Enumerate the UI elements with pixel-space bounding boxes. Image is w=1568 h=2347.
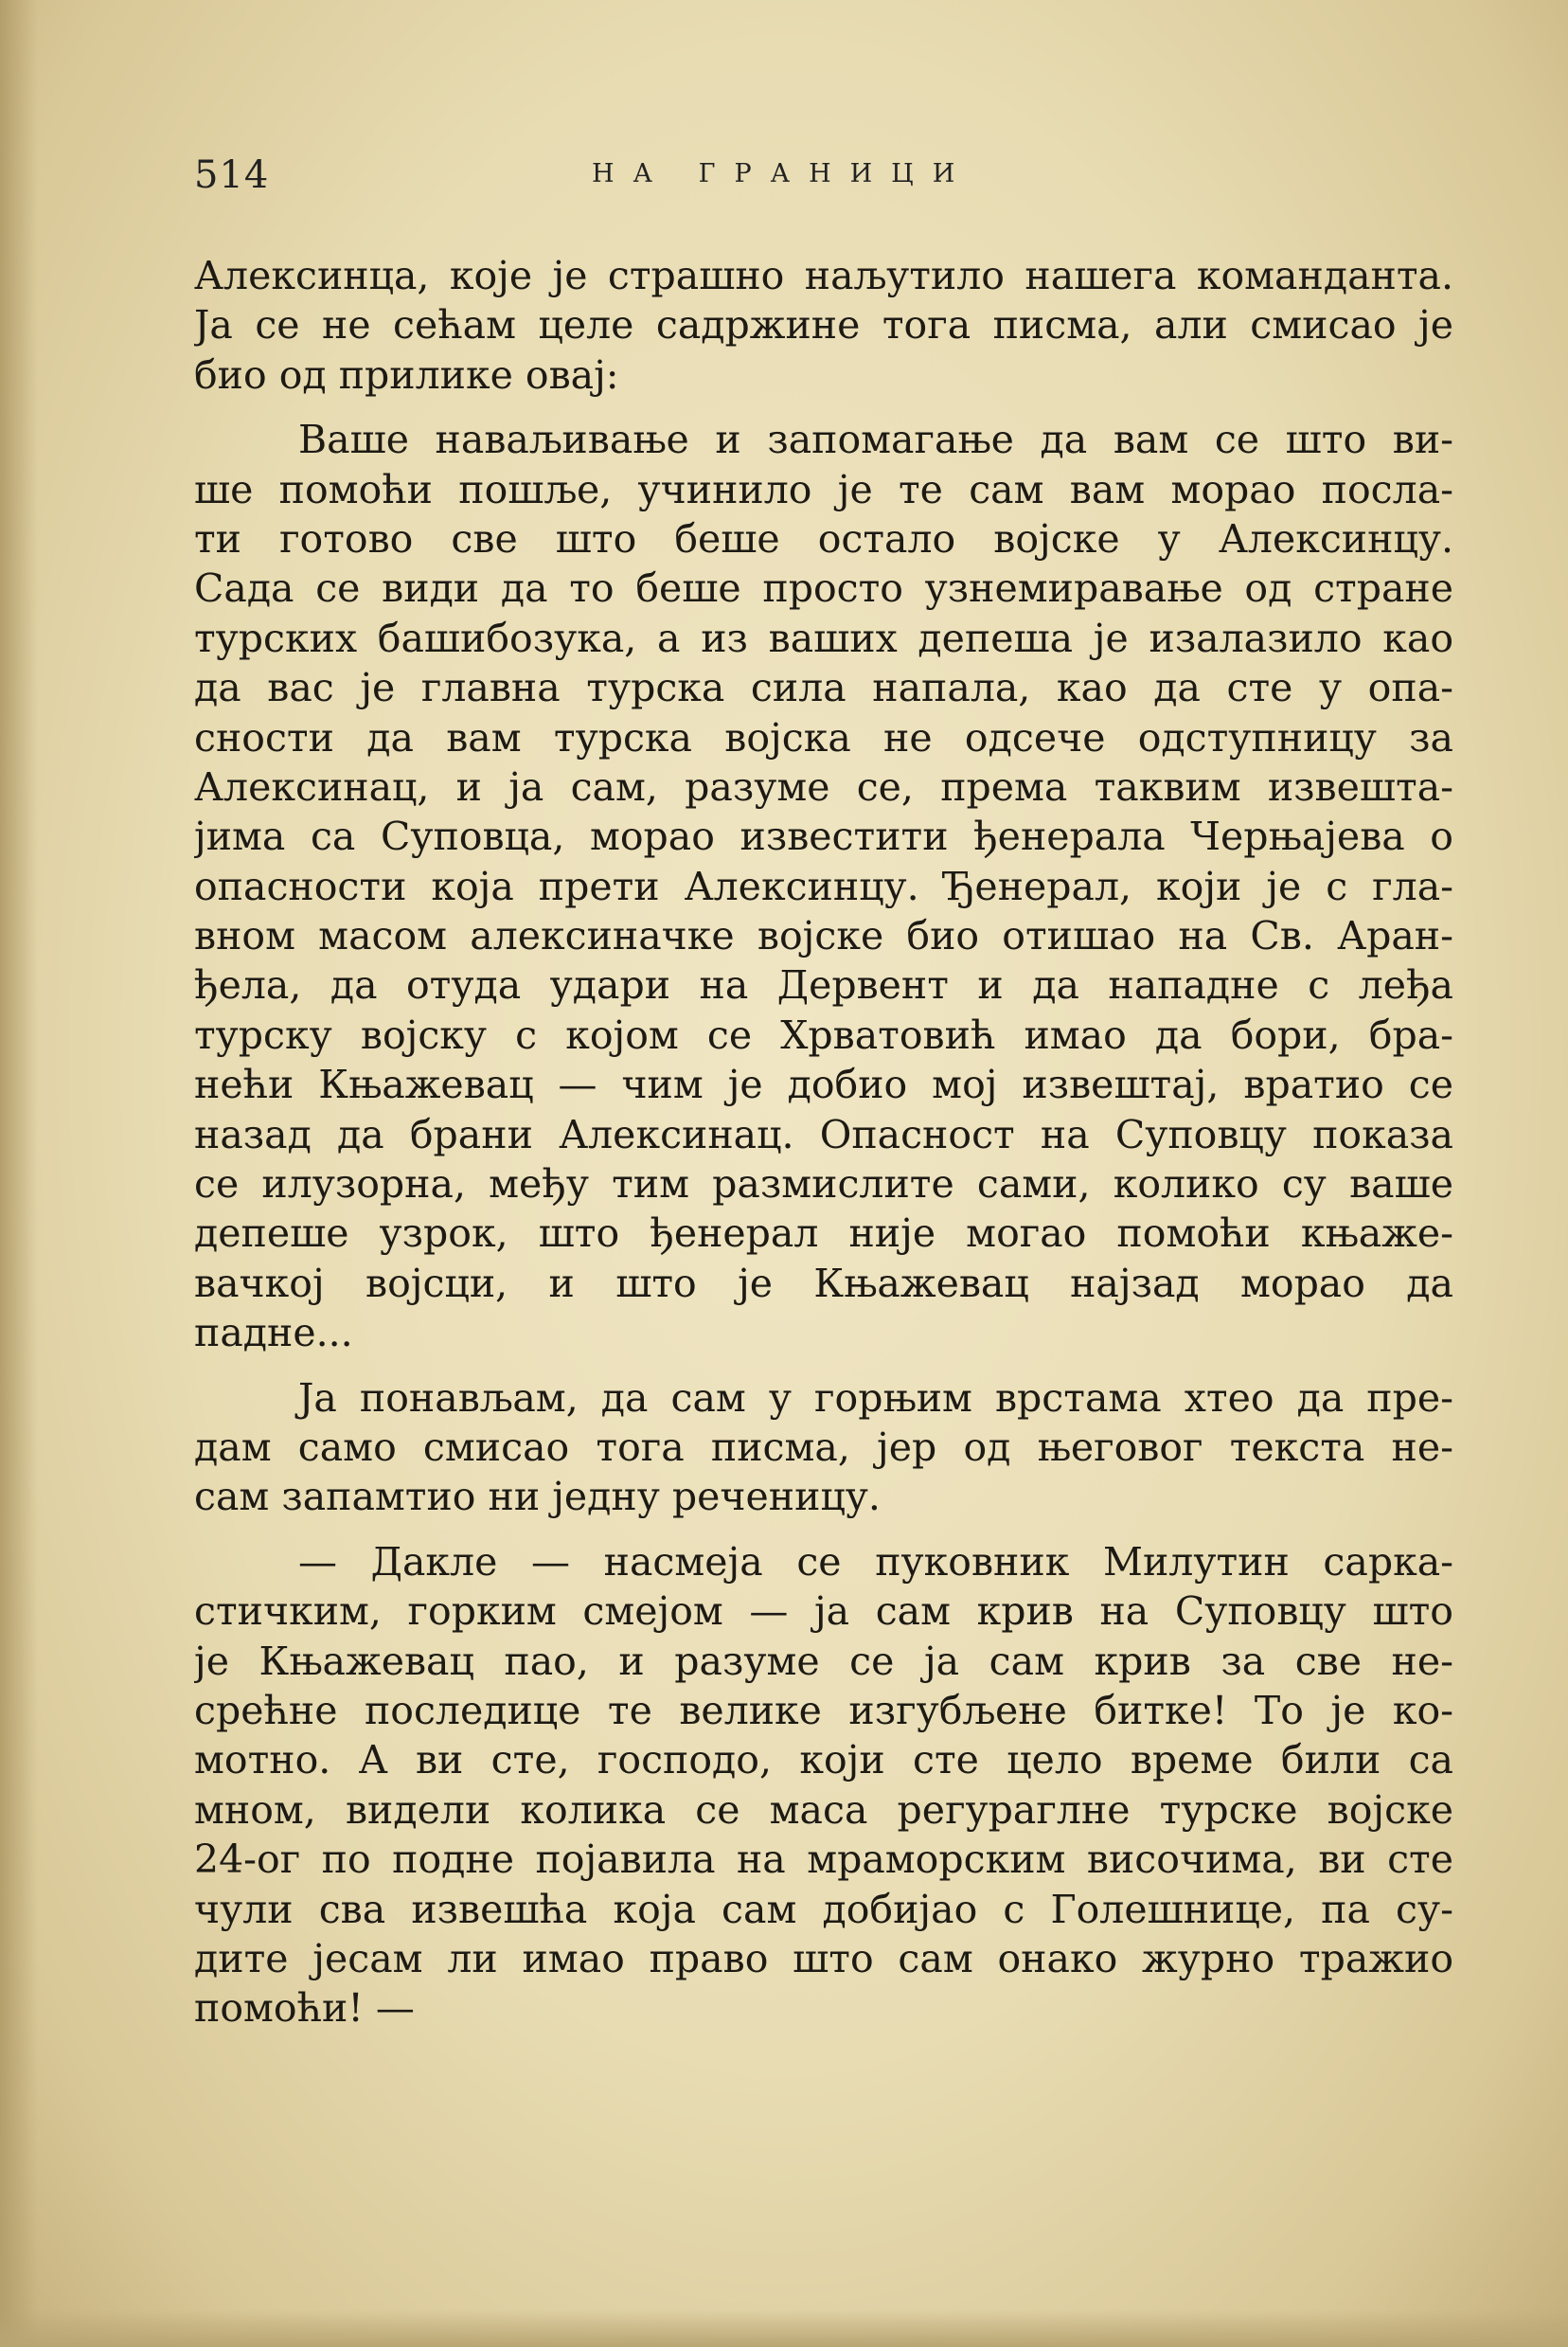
text-line: мотно. А ви сте, господо, који сте цело време били са [194, 1737, 1453, 1783]
text-line: депеше узрок, што ђенерал није могао помоћи књаже- [194, 1210, 1453, 1257]
text-line: ђела, да отуда удари на Дервент и да нападне с леђа [194, 962, 1453, 1009]
text-line: турску војску с којом се Хрватовић имао да бори, бра- [194, 1012, 1453, 1058]
page-number: 514 [194, 153, 270, 197]
text-line: назад да брани Алексинац. Опасност на Суповцу показа [194, 1111, 1453, 1157]
text-line: 24-ог по подне појавила на мраморским височима, ви сте [194, 1836, 1453, 1883]
text-line: Алексинац, и ја сам, разуме се, према таквим извешта- [194, 763, 1453, 810]
text-line: Сада се види да то беше просто узнемиравање од стране [194, 565, 1453, 612]
text-line: јима са Суповца, морао известити ђенерала Черњајева о [194, 814, 1453, 860]
text-line: мном, видели колика се маса регураглне турске војске [194, 1786, 1453, 1833]
text-line: чули сва извешћа која сам добијао с Голешнице, па су- [194, 1886, 1453, 1932]
text-line: вном масом алексиначке војске био отишао на Св. Аран- [194, 913, 1453, 959]
page-edge-shadow-left [0, 0, 38, 2347]
text-line: нећи Књажевац — чим је добио мој извештај, вратио се [194, 1062, 1453, 1108]
text-line: помоћи! — [194, 1985, 415, 2032]
text-line: Ја се не сећам целе садржине тога писма, али смисао је [194, 302, 1453, 349]
text-line: опасности која прети Алексинцу. Ђенерал, који је с гла- [194, 863, 1453, 909]
text-line: био од прилике овај: [194, 351, 619, 398]
text-line: је Књажевац пао, и разуме се ја сам крив за све не- [194, 1638, 1453, 1684]
text-line: сности да вам турска војска не одсече одступницу за [194, 714, 1453, 761]
text-line: Ја понављам, да сам у горњим врстама хтео да пре- [298, 1374, 1453, 1421]
running-title: НА ГРАНИЦИ [592, 159, 974, 188]
text-line: падне... [194, 1310, 353, 1356]
text-line: ти готово све што беше остало војске у Алексинцу. [194, 515, 1453, 562]
text-line: дам само смисао тога писма, јер од његовог текста не- [194, 1424, 1453, 1470]
text-line: стичким, горким смејом — ја сам крив на Суповцу што [194, 1588, 1453, 1635]
paragraph-gap [194, 1522, 1453, 1537]
body-text [194, 251, 1453, 2033]
text-line: турских башибозука, а из ваших депеша је изалазило као [194, 615, 1453, 661]
text-line: да вас је главна турска сила напала, као да сте у опа- [194, 665, 1453, 711]
text-line: — Дакле — насмеја се пуковник Милутин сарка- [298, 1538, 1453, 1585]
page-edge-shadow-bottom [0, 2309, 1568, 2347]
paragraph-gap [194, 400, 1453, 415]
text-line: дите јесам ли имао право што сам онако журно тражио [194, 1935, 1453, 1981]
text-line: срећне последице те велике изгубљене битке! То је ко- [194, 1687, 1453, 1733]
text-line: сам запамтио ни једну реченицу. [194, 1474, 881, 1520]
page-header [194, 153, 1453, 210]
text-line: се илузорна, међу тим размислите сами, колико су ваше [194, 1161, 1453, 1208]
text-line: Ваше наваљивање и запомагање да вам се што ви- [298, 417, 1453, 463]
text-line: вачкој војсци, и што је Књажевац најзад морао да [194, 1260, 1453, 1306]
text-line: Алексинца, које је страшно наљутило нашега команданта. [194, 253, 1453, 298]
paragraph-gap [194, 1358, 1453, 1373]
text-line: ше помоћи пошље, учинило је те сам вам морао посла- [194, 466, 1453, 512]
